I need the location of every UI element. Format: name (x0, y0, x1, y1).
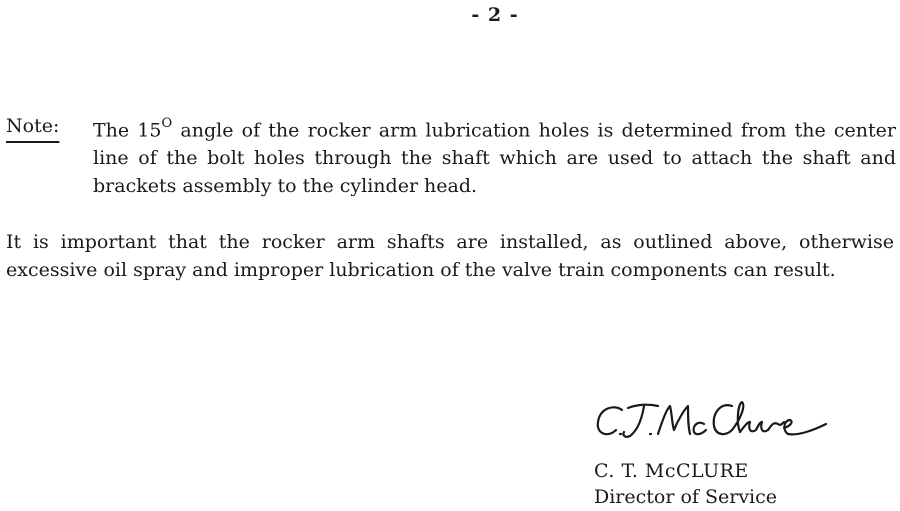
note-text-after: angle of the rocker arm lubrication holes is determined from the center line of the bolt holes through the shaft which are used to attach the shaft and brackets assembly to the cylinder head. (93, 119, 897, 198)
note-text-before: The 15 (93, 119, 162, 142)
note-label: Note: (6, 115, 60, 137)
page-number: - 2 - (471, 4, 519, 26)
handwritten-signature (592, 394, 832, 446)
signer-name: C. T. McCLURE (594, 460, 749, 482)
note-text (93, 112, 896, 200)
body-paragraph: It is important that the rocker arm shafts are installed, as outlined above, otherwise excessive oil spray and improper lubrication of the valve train components can result. (6, 231, 894, 281)
degree-mark: O (161, 116, 173, 131)
signer-title: Director of Service (594, 486, 778, 508)
